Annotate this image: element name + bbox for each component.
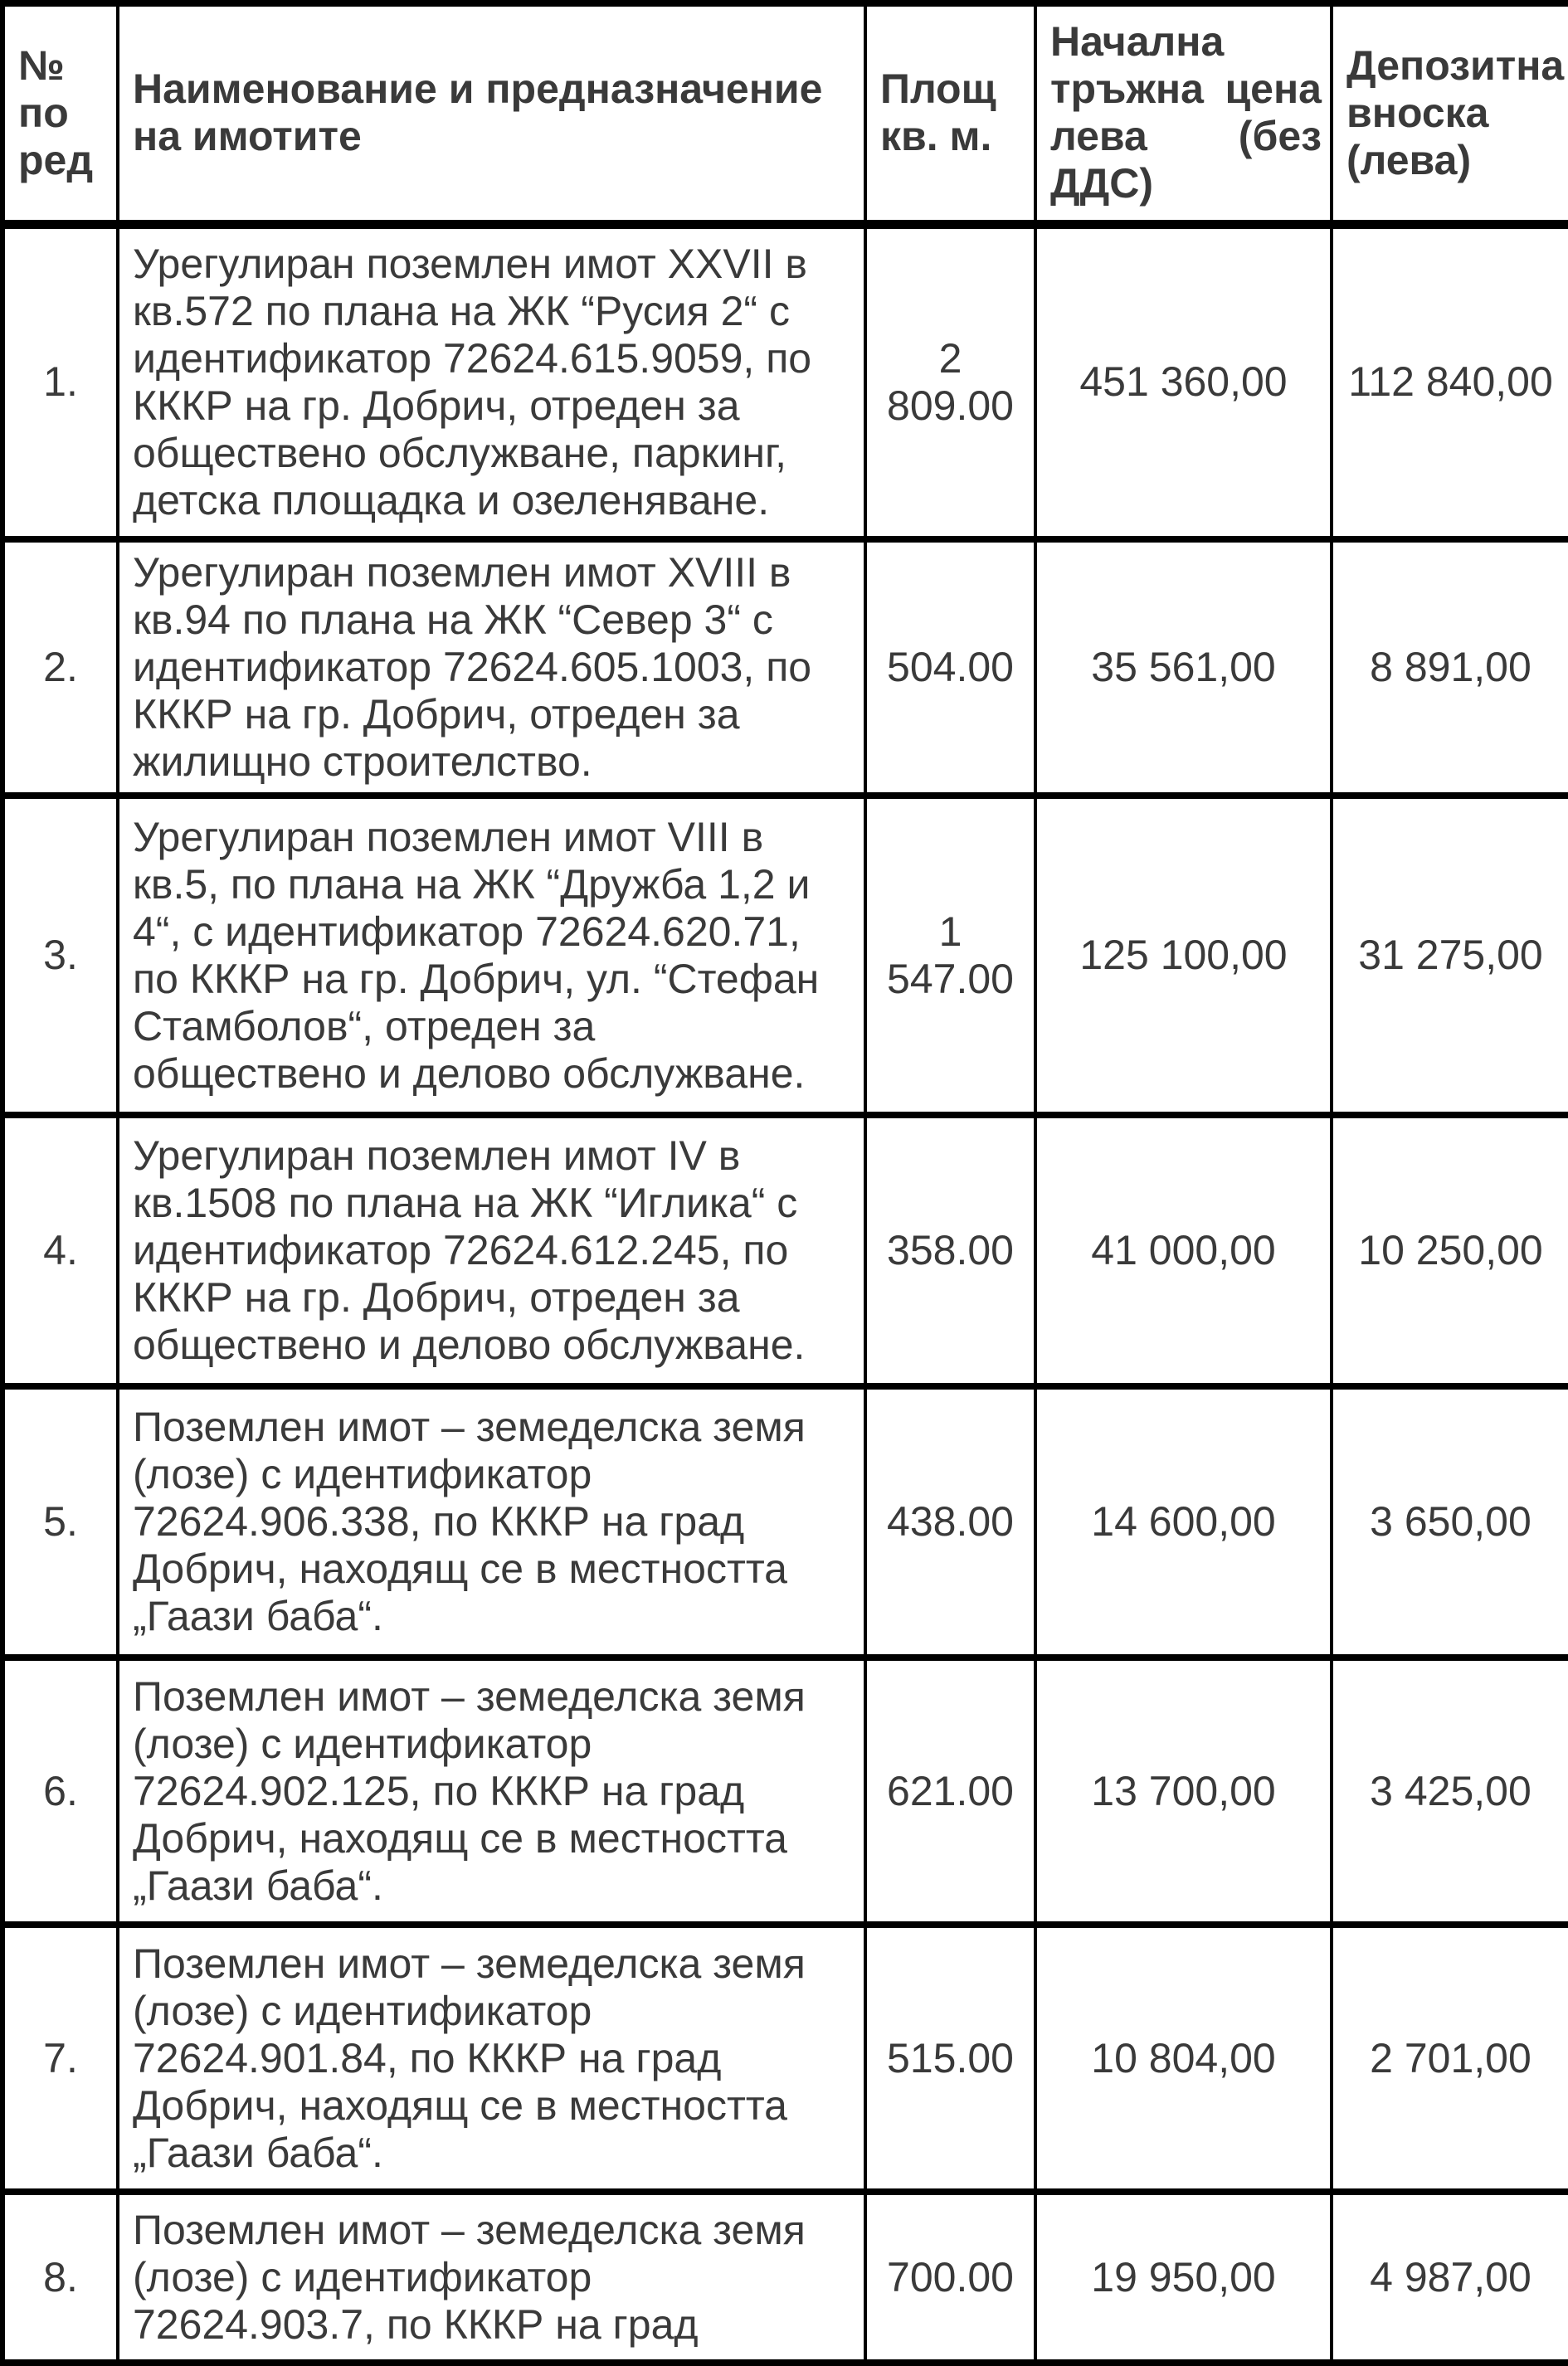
deposit-value: 3 650,00 [1332,1386,1568,1658]
property-description: Урегулиран поземлен имот IV в кв.1508 по плана на ЖК “Иглика“ с идентификатор 72624.612.245, по КККР на гр. Добрич, отреден за обществено и делово обслужване. [118,1115,865,1386]
area-value: 1 547.00 [865,796,1035,1115]
area-value: 621.00 [865,1658,1035,1925]
area-value: 358.00 [865,1115,1035,1386]
area-value: 2 809.00 [865,224,1035,539]
price-value: 19 950,00 [1035,2192,1332,2363]
property-description: Урегулиран поземлен имот XVIII в кв.94 по плана на ЖК “Север 3“ с идентификатор 72624.605.1003, по КККР на гр. Добрич, отреден за жилищно строителство. [118,539,865,796]
deposit-value: 112 840,00 [1332,224,1568,539]
row-number: 2. [2,539,118,796]
col-header-num: № по ред [2,3,118,224]
price-value: 41 000,00 [1035,1115,1332,1386]
deposit-value: 3 425,00 [1332,1658,1568,1925]
area-value: 700.00 [865,2192,1035,2363]
col-header-name: Наименование и предназначение на имотите [118,3,865,224]
property-description: Урегулиран поземлен имот VIII в кв.5, по плана на ЖК “Дружба 1,2 и 4“, с идентификатор 72624.620.71, по КККР на гр. Добрич, ул. “Стефан Стамболов“, отреден за обществено и делово обслужване. [118,796,865,1115]
row-number: 6. [2,1658,118,1925]
price-value: 35 561,00 [1035,539,1332,796]
table-row [2,1925,1568,2192]
col-header-area: Площ кв. м. [865,3,1035,224]
property-description: Поземлен имот – земеделска земя (лозе) с идентификатор 72624.902.125, по КККР на град Добрич, находящ се в местността „Гаази баба“. [118,1658,865,1925]
row-number: 3. [2,796,118,1115]
table-row [2,1386,1568,1658]
table-row [2,796,1568,1115]
table-row [2,224,1568,539]
deposit-value: 2 701,00 [1332,1925,1568,2192]
header-row [2,3,1568,224]
deposit-value: 8 891,00 [1332,539,1568,796]
col-header-price: Начална тръжна цена лева (без ДДС) [1035,3,1332,224]
price-value: 125 100,00 [1035,796,1332,1115]
table-row [2,1658,1568,1925]
deposit-value: 10 250,00 [1332,1115,1568,1386]
row-number: 8. [2,2192,118,2363]
property-description: Поземлен имот – земеделска земя (лозе) с идентификатор 72624.906.338, по КККР на град Добрич, находящ се в местността „Гаази баба“. [118,1386,865,1658]
price-value: 13 700,00 [1035,1658,1332,1925]
property-description: Урегулиран поземлен имот XXVII в кв.572 по плана на ЖК “Русия 2“ с идентификатор 72624.615.9059, по КККР на гр. Добрич, отреден за обществено обслужване, паркинг, детска площадка и озеленяване. [118,224,865,539]
property-description: Поземлен имот – земеделска земя (лозе) с идентификатор 72624.901.84, по КККР на град Добрич, находящ се в местността „Гаази баба“. [118,1925,865,2192]
table-row [2,2192,1568,2363]
row-number: 4. [2,1115,118,1386]
row-number: 7. [2,1925,118,2192]
col-header-deposit: Депозитна вноска (лева) [1332,3,1568,224]
row-number: 5. [2,1386,118,1658]
deposit-value: 4 987,00 [1332,2192,1568,2363]
area-value: 438.00 [865,1386,1035,1658]
row-number: 1. [2,224,118,539]
area-value: 504.00 [865,539,1035,796]
property-description: Поземлен имот – земеделска земя (лозе) с идентификатор 72624.903.7, по КККР на град [118,2192,865,2363]
table-row [2,539,1568,796]
price-value: 10 804,00 [1035,1925,1332,2192]
area-value: 515.00 [865,1925,1035,2192]
price-value: 14 600,00 [1035,1386,1332,1658]
price-value: 451 360,00 [1035,224,1332,539]
table-row [2,1115,1568,1386]
deposit-value: 31 275,00 [1332,796,1568,1115]
